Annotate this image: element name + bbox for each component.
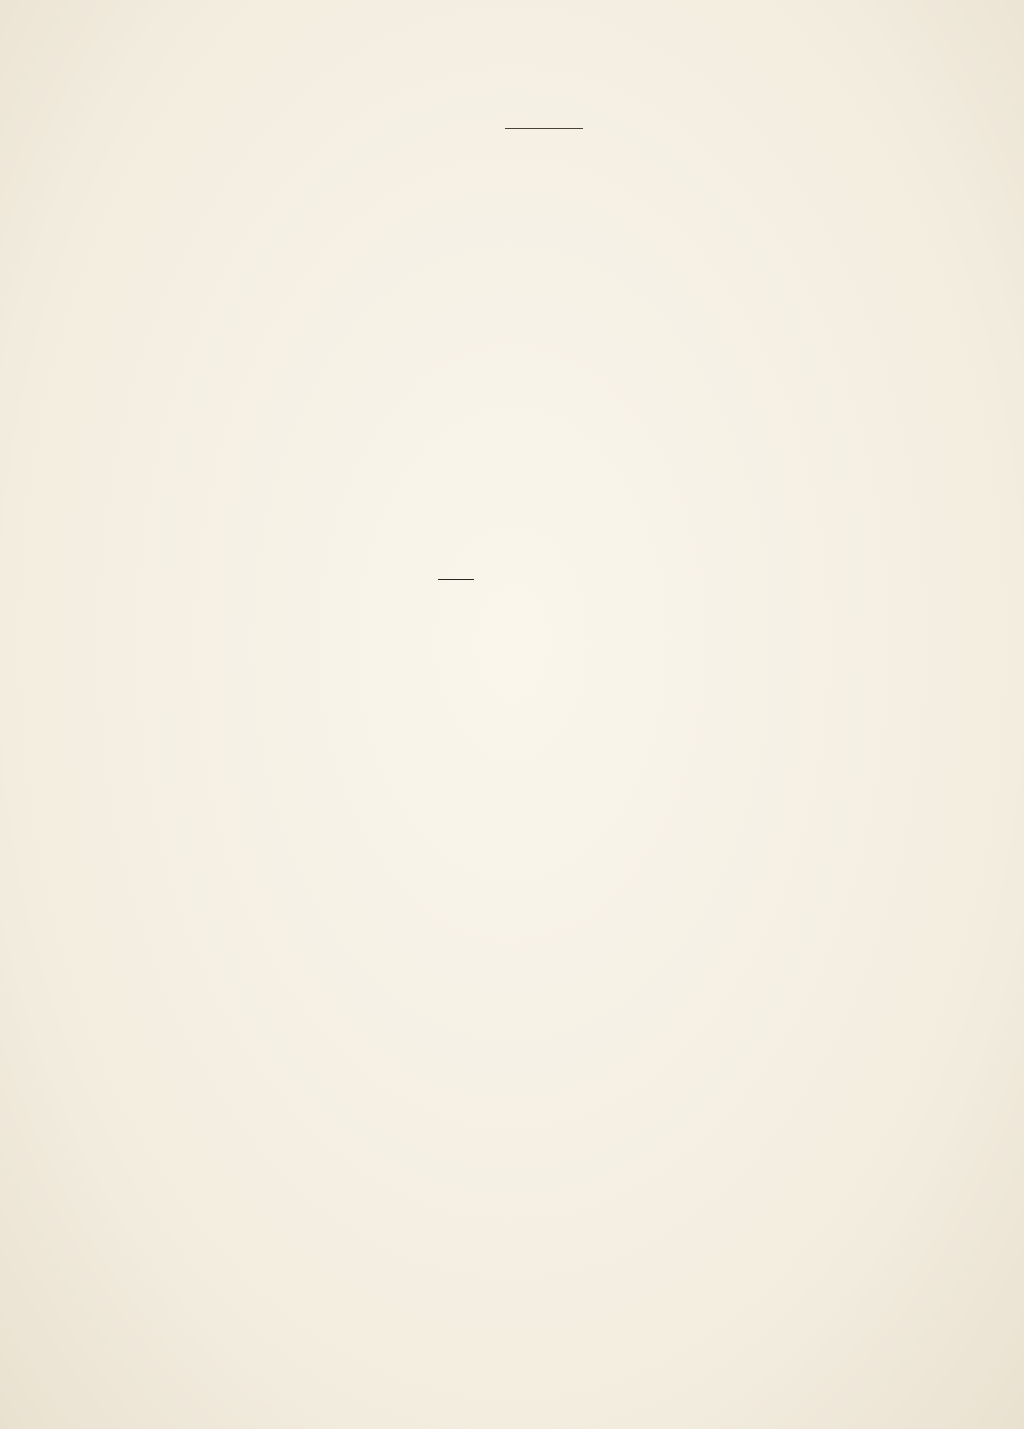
fraction-bar <box>438 579 474 580</box>
page-number-rule <box>505 128 583 129</box>
fraction <box>430 578 482 581</box>
